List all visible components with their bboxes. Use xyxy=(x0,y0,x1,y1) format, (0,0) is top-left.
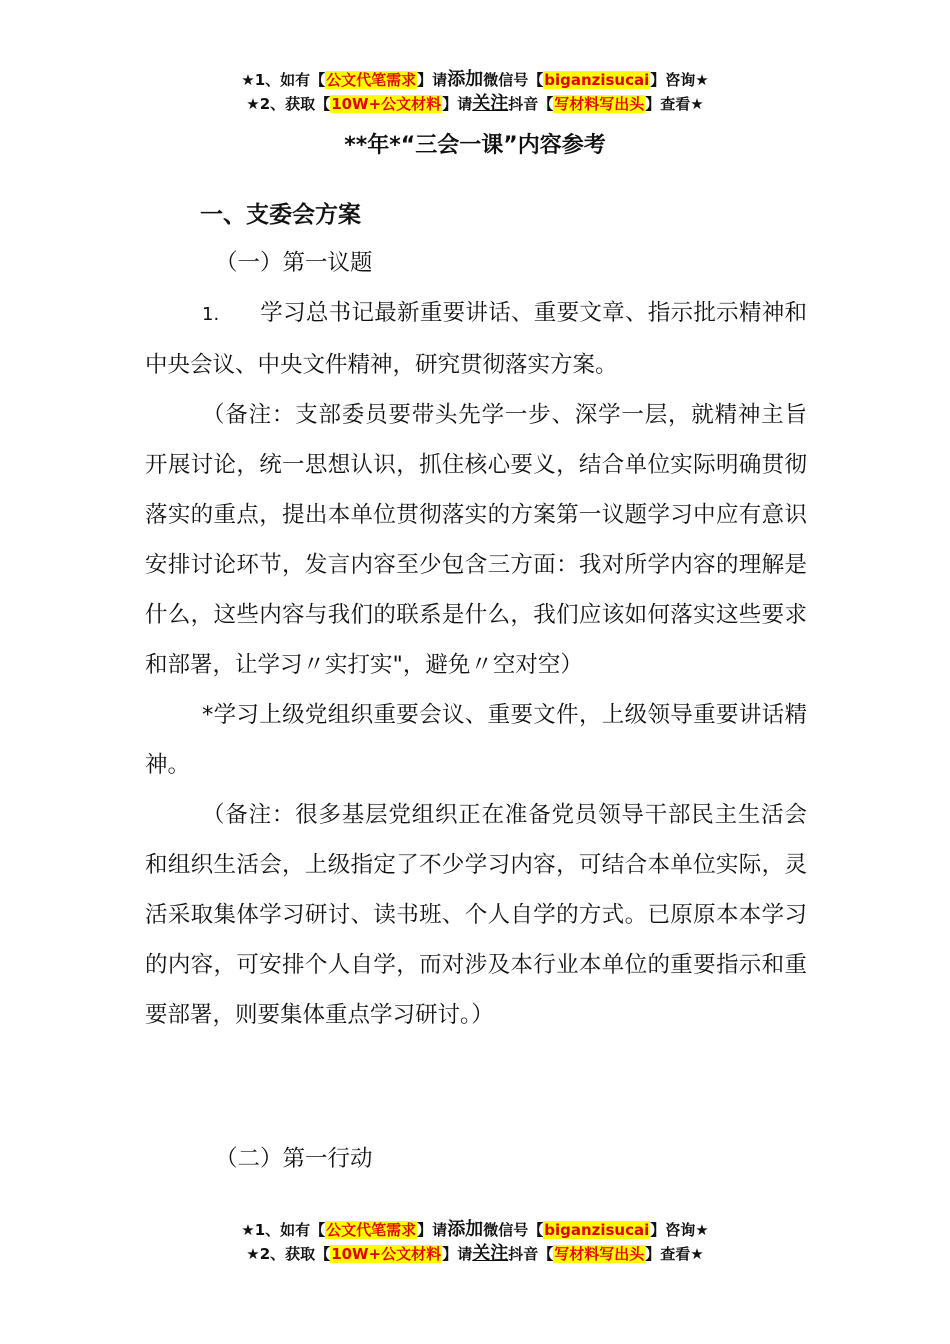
subsection-heading: （二）第一行动 xyxy=(215,1146,373,1172)
banner-text: 微信号【 xyxy=(483,1221,544,1239)
banner-text: ★2、获取【 xyxy=(246,1245,331,1263)
banner-text: 微信号【 xyxy=(483,71,544,89)
banner-text: 】请 xyxy=(417,71,448,89)
document-body xyxy=(145,288,807,1040)
banner-text: 】咨询★ xyxy=(650,1221,709,1239)
banner-emphasis: 关注 xyxy=(472,1243,509,1264)
banner-text: 】请 xyxy=(417,1221,448,1239)
section-heading: 一、支委会方案 xyxy=(200,202,361,228)
list-number: 1. xyxy=(202,304,220,325)
banner-text: 抖音【 xyxy=(508,1245,554,1263)
paragraph: *学习上级党组织重要会议、重要文件，上级领导重要讲话精神。 xyxy=(145,702,807,778)
banner-highlight: 10W+公文材料 xyxy=(331,1245,442,1263)
header-banner xyxy=(0,68,950,116)
banner-highlight: 10W+公文材料 xyxy=(331,95,442,113)
footer-banner xyxy=(0,1218,950,1266)
banner-emphasis: 添加 xyxy=(447,1219,484,1240)
banner-highlight: 写材料写出头 xyxy=(554,1245,645,1263)
banner-line-2 xyxy=(0,92,950,116)
paragraph-text: 学习总书记最新重要讲话、重要文章、指示批示精神和中央会议、中央文件精神，研究贯彻落实方案。 xyxy=(145,300,807,378)
banner-text: ★1、如有【 xyxy=(241,71,326,89)
banner-line-1 xyxy=(0,1218,950,1242)
banner-highlight: 公文代笔需求 xyxy=(326,1221,417,1239)
banner-line-2 xyxy=(0,1242,950,1266)
list-item xyxy=(145,288,807,390)
banner-highlight: 公文代笔需求 xyxy=(326,71,417,89)
banner-highlight: biganzisucai xyxy=(544,1221,650,1239)
banner-line-1 xyxy=(0,68,950,92)
page-title: **年*“三会一课”内容参考 xyxy=(344,133,606,158)
banner-emphasis: 关注 xyxy=(472,93,509,114)
banner-highlight: 写材料写出头 xyxy=(554,95,645,113)
banner-text: 】请 xyxy=(442,95,473,113)
banner-text: 】查看★ xyxy=(645,1245,704,1263)
banner-text: ★1、如有【 xyxy=(241,1221,326,1239)
banner-emphasis: 添加 xyxy=(447,69,484,90)
banner-text: 抖音【 xyxy=(508,95,554,113)
banner-text: 】咨询★ xyxy=(650,71,709,89)
note-paragraph: （备注：支部委员要带头先学一步、深学一层，就精神主旨开展讨论，统一思想认识，抓住核心要义，结合单位实际明确贯彻落实的重点，提出本单位贯彻落实的方案第一议题学习中应有意识安排讨论环节，发言内容至少包含三方面：我对所学内容的理解是什么，这些内容与我们的联系是什么，我们应该如何落实这些要求和部署，让学习〃实打实"，避免〃空对空） xyxy=(145,402,807,678)
banner-text: ★2、获取【 xyxy=(246,95,331,113)
banner-text: 】请 xyxy=(442,1245,473,1263)
banner-highlight: biganzisucai xyxy=(544,71,650,89)
note-paragraph: （备注：很多基层党组织正在准备党员领导干部民主生活会和组织生活会，上级指定了不少学习内容，可结合本单位实际，灵活采取集体学习研讨、读书班、个人自学的方式。已原原本本学习的内容，可安排个人自学，而对涉及本行业本单位的重要指示和重要部署，则要集体重点学习研讨。） xyxy=(145,802,807,1028)
banner-text: 】查看★ xyxy=(645,95,704,113)
subsection-heading: （一）第一议题 xyxy=(215,250,373,276)
